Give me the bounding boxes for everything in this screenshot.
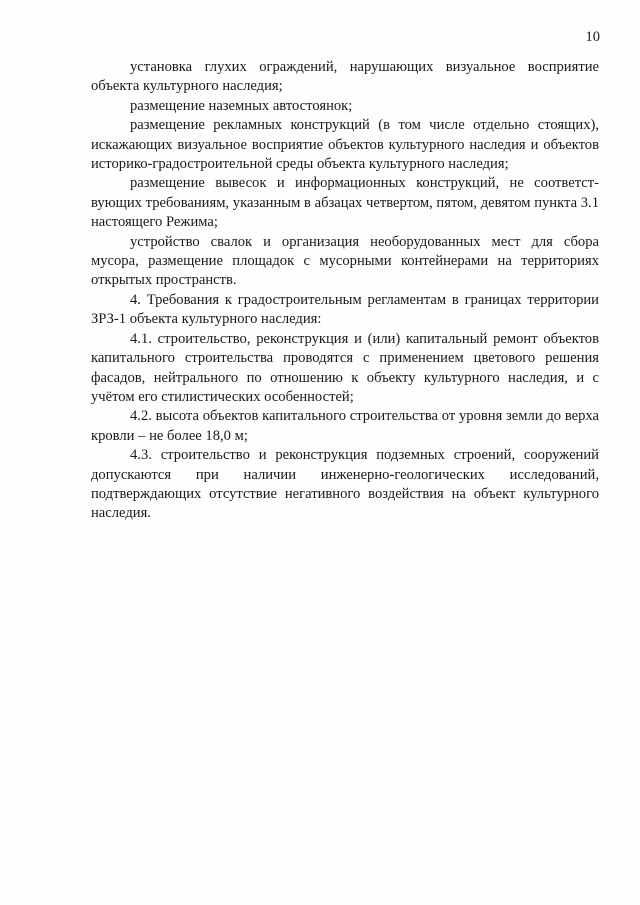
paragraph-dumps: устройство свалок и организация необорудованных мест для сбора мусора, размещение площадок с мусорными контейнерами на территориях открытых пространств. — [91, 233, 599, 289]
paragraph-advertising: размещение рекламных конструкций (в том числе отдельно стоящих), искажающих визуальное восприятие объектов культурного наследия и объектов историко-градостроительной среды объекта культурного наследия; — [91, 117, 599, 173]
page-number: 10 — [585, 29, 600, 45]
paragraph-parking: размещение наземных автостоянок; — [130, 97, 353, 114]
paragraph-fences: установка глухих ограждений, нарушающих визуальное восприятие объекта культурного наследия; — [91, 59, 599, 95]
paragraph-4-1: 4.1. строительство, реконструкция и (или) капитальный ремонт объектов капитального строительства проводятся с применением цветового решения фасадов, нейтрального по отношению к объекту культурного наследия, и с учётом его стилистических особенностей; — [91, 330, 599, 405]
paragraph-signage: размещение вывесок и информационных конструкций, не соответствующих требованиям, указанным в абзацах четвертом, пятом, девятом пункта 3.1 настоящего Режима; — [91, 175, 599, 231]
document-body — [91, 58, 599, 524]
paragraph-section-4-heading: 4. Требования к градостроительным регламентам в границах территории ЗРЗ-1 объекта культурного наследия: — [91, 291, 599, 328]
paragraph-4-3: 4.3. строительство и реконструкция подземных строений, сооружений допускаются при наличии инженерно-геологических исследований, подтверждающих отсутствие негативного воздействия на объект культурного наследия. — [91, 447, 599, 522]
paragraph-4-2: 4.2. высота объектов капитального строительства от уровня земли до верха кровли – не более 18,0 м; — [91, 408, 599, 444]
